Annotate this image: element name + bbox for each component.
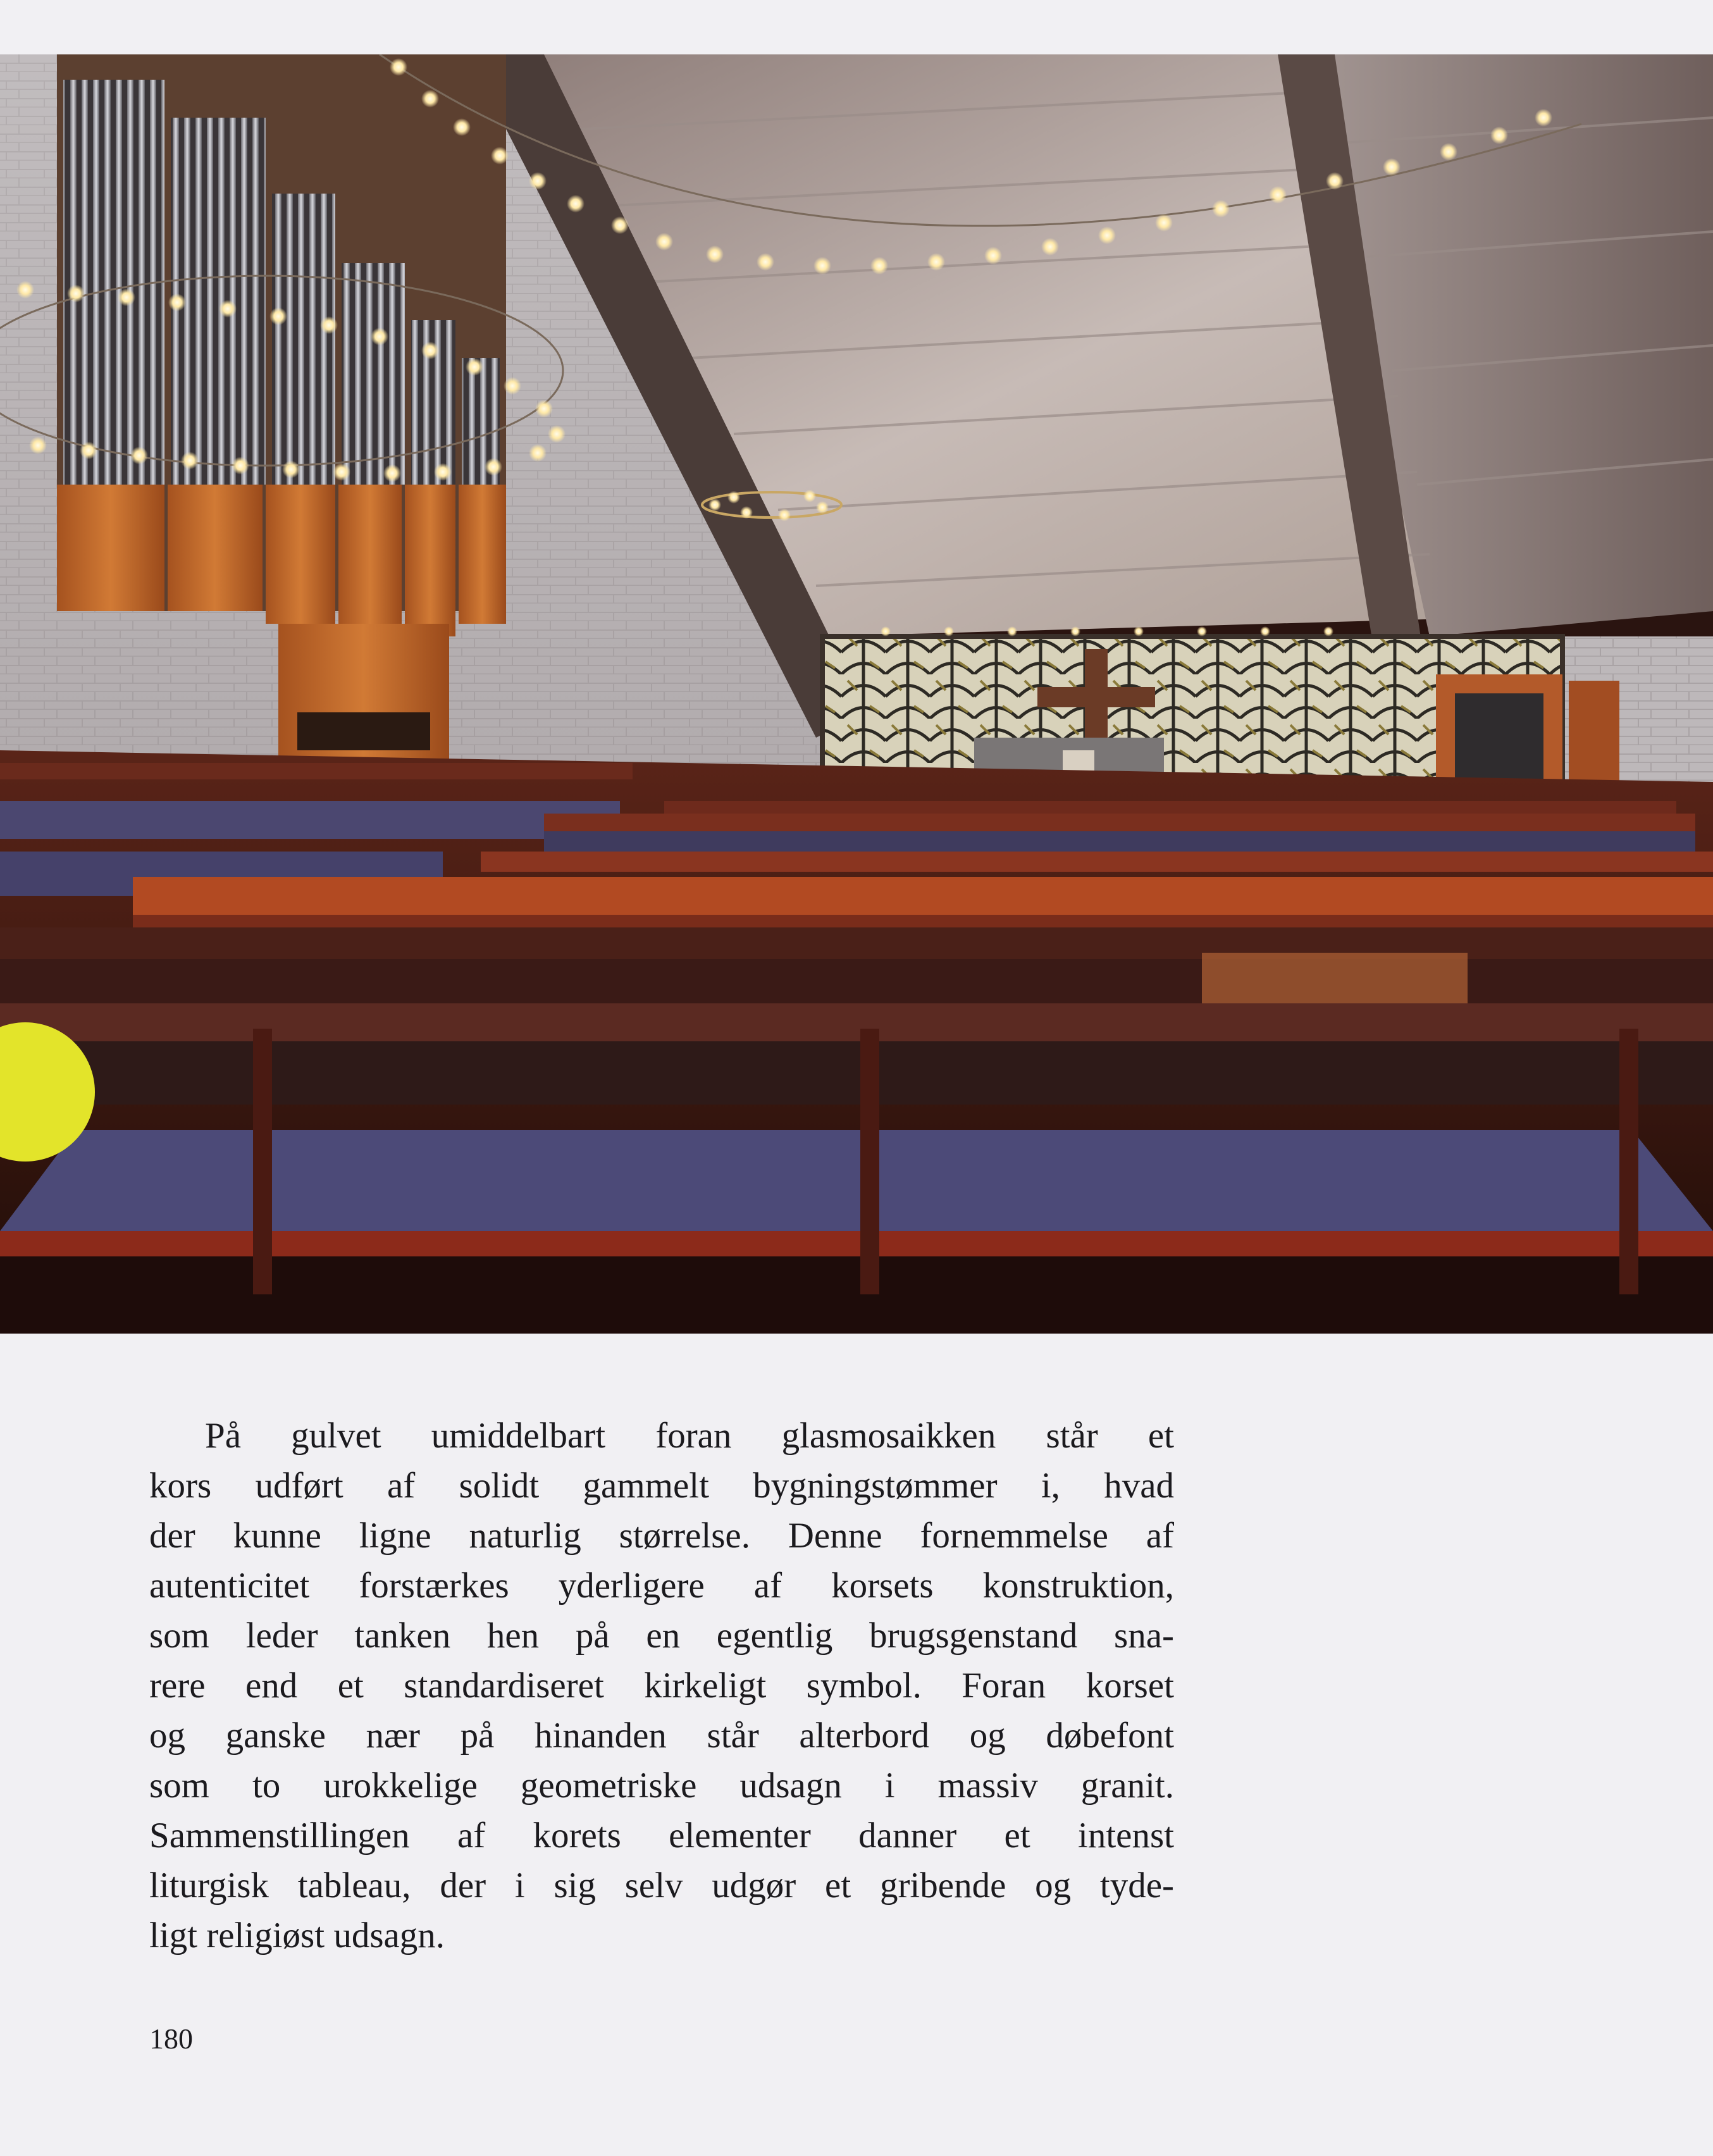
body-line: På gulvet umiddelbart foran glasmosaikken står et <box>205 1416 1174 1456</box>
body-line: og ganske nær på hinanden står alterbord og døbefont <box>149 1716 1174 1756</box>
church-interior-illustration <box>0 54 1713 1334</box>
body-line: liturgisk tableau, der i sig selv udgør et gribende og tyde- <box>149 1866 1174 1905</box>
body-line: som leder tanken hen på en egentlig brugsgenstand sna- <box>149 1616 1174 1656</box>
body-paragraph <box>149 1411 1174 1961</box>
church-interior-photo <box>0 54 1713 1334</box>
body-line: som to urokkelige geometriske udsagn i massiv granit. <box>149 1766 1174 1806</box>
body-line: autenticitet forstærkes yderligere af korsets konstruktion, <box>149 1566 1174 1606</box>
body-line: ligt religiøst udsagn. <box>149 1916 445 1955</box>
body-line: kors udført af solidt gammelt bygningstømmer i, hvad <box>149 1466 1174 1506</box>
body-line: Sammenstillingen af korets elementer danner et intenst <box>149 1816 1174 1856</box>
page-number: 180 <box>149 2023 193 2055</box>
body-line: der kunne ligne naturlig størrelse. Denne fornemmelse af <box>149 1516 1174 1556</box>
body-line: rere end et standardiseret kirkeligt symbol. Foran korset <box>149 1666 1174 1706</box>
